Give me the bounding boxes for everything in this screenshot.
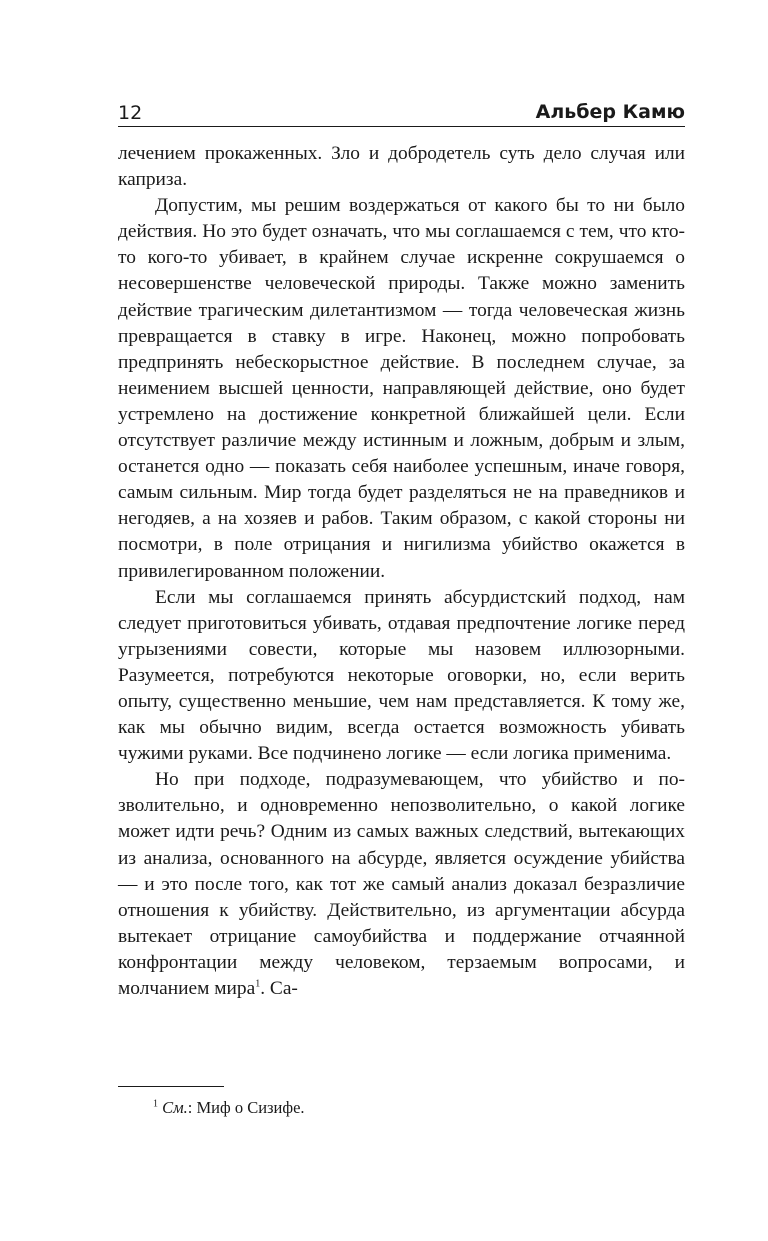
footnote: [153, 1097, 305, 1119]
page-header: [118, 96, 685, 127]
footnote-divider: [118, 1086, 224, 1087]
footnote-label: См.: [162, 1098, 188, 1117]
paragraph-1: лечением прокаженных. Зло и добродетель суть дело случая или каприза.: [118, 143, 685, 191]
running-title: Альбер Камю: [535, 101, 685, 123]
book-page: [118, 96, 685, 1002]
paragraph-4-tail: . Са-: [260, 978, 298, 999]
paragraph-3: Если мы соглашаемся принять абсурдистский подход, нам следует приготовиться убивать, отдавая предпочтение логике перед угрызениями совести, которые мы назовем иллюзорными. Разумеется, потребуются некоторые оговорки, но, если верить опыту, существенно меньшие, чем нам представляется. К тому же, как мы обычно видим, всегда остается возможность убивать чужими руками. Все подчинено логике — если логика применима.: [118, 586, 685, 765]
paragraph-4: [118, 767, 685, 1002]
footnote-text: : Миф о Сизифе.: [187, 1098, 305, 1117]
page-number: 12: [118, 102, 143, 124]
footnote-reference[interactable]: 1: [255, 978, 261, 990]
footnote-marker: 1: [153, 1098, 158, 1110]
paragraph-2: Допустим, мы решим воздержаться от какого бы то ни было действия. Но это будет означать, что мы соглашаемся с тем, что кто-то кого-то убивает, в крайнем случае искренне сокрушаемся о несовершенстве человеческой природы. Также можно заменить действие трагическим дилетантизмом — тогда человеческая жизнь превращается в ставку в игре. Наконец, можно попробовать предпринять небескорыстное действие. В последнем случае, за неимением высшей ценности, направляющей действие, оно будет устремлено на достижение конкретной ближайшей цели. Если отсутствует различие между истинным и ложным, добрым и злым, останется одно — показать себя наиболее успешным, иначе говоря, самым сильным. Мир тогда будет разделяться не на праведников и негодяев, а на хозяев и рабов. Таким образом, с какой стороны ни посмотри, в поле отрицания и нигилизма убийство окажется в привилегированном положении.: [118, 195, 685, 582]
paragraph-4-text: Но при подходе, подразумевающем, что убийство и позволительно, и одновременно непозволительно, о какой логике может идти речь? Одним из самых важных следствий, вытекающих из анализа, основанного на абсурде, является осуждение убийства — и это после того, как тот же самый анализ доказал безразличие отношения к убийству. Действительно, из аргументации абсурда вытекает отрицание самоубийства и поддержание отчаянной конфронтации между человеком, терзаемым вопросами, и молчанием мира: [118, 769, 685, 999]
body-text: [118, 141, 685, 1002]
